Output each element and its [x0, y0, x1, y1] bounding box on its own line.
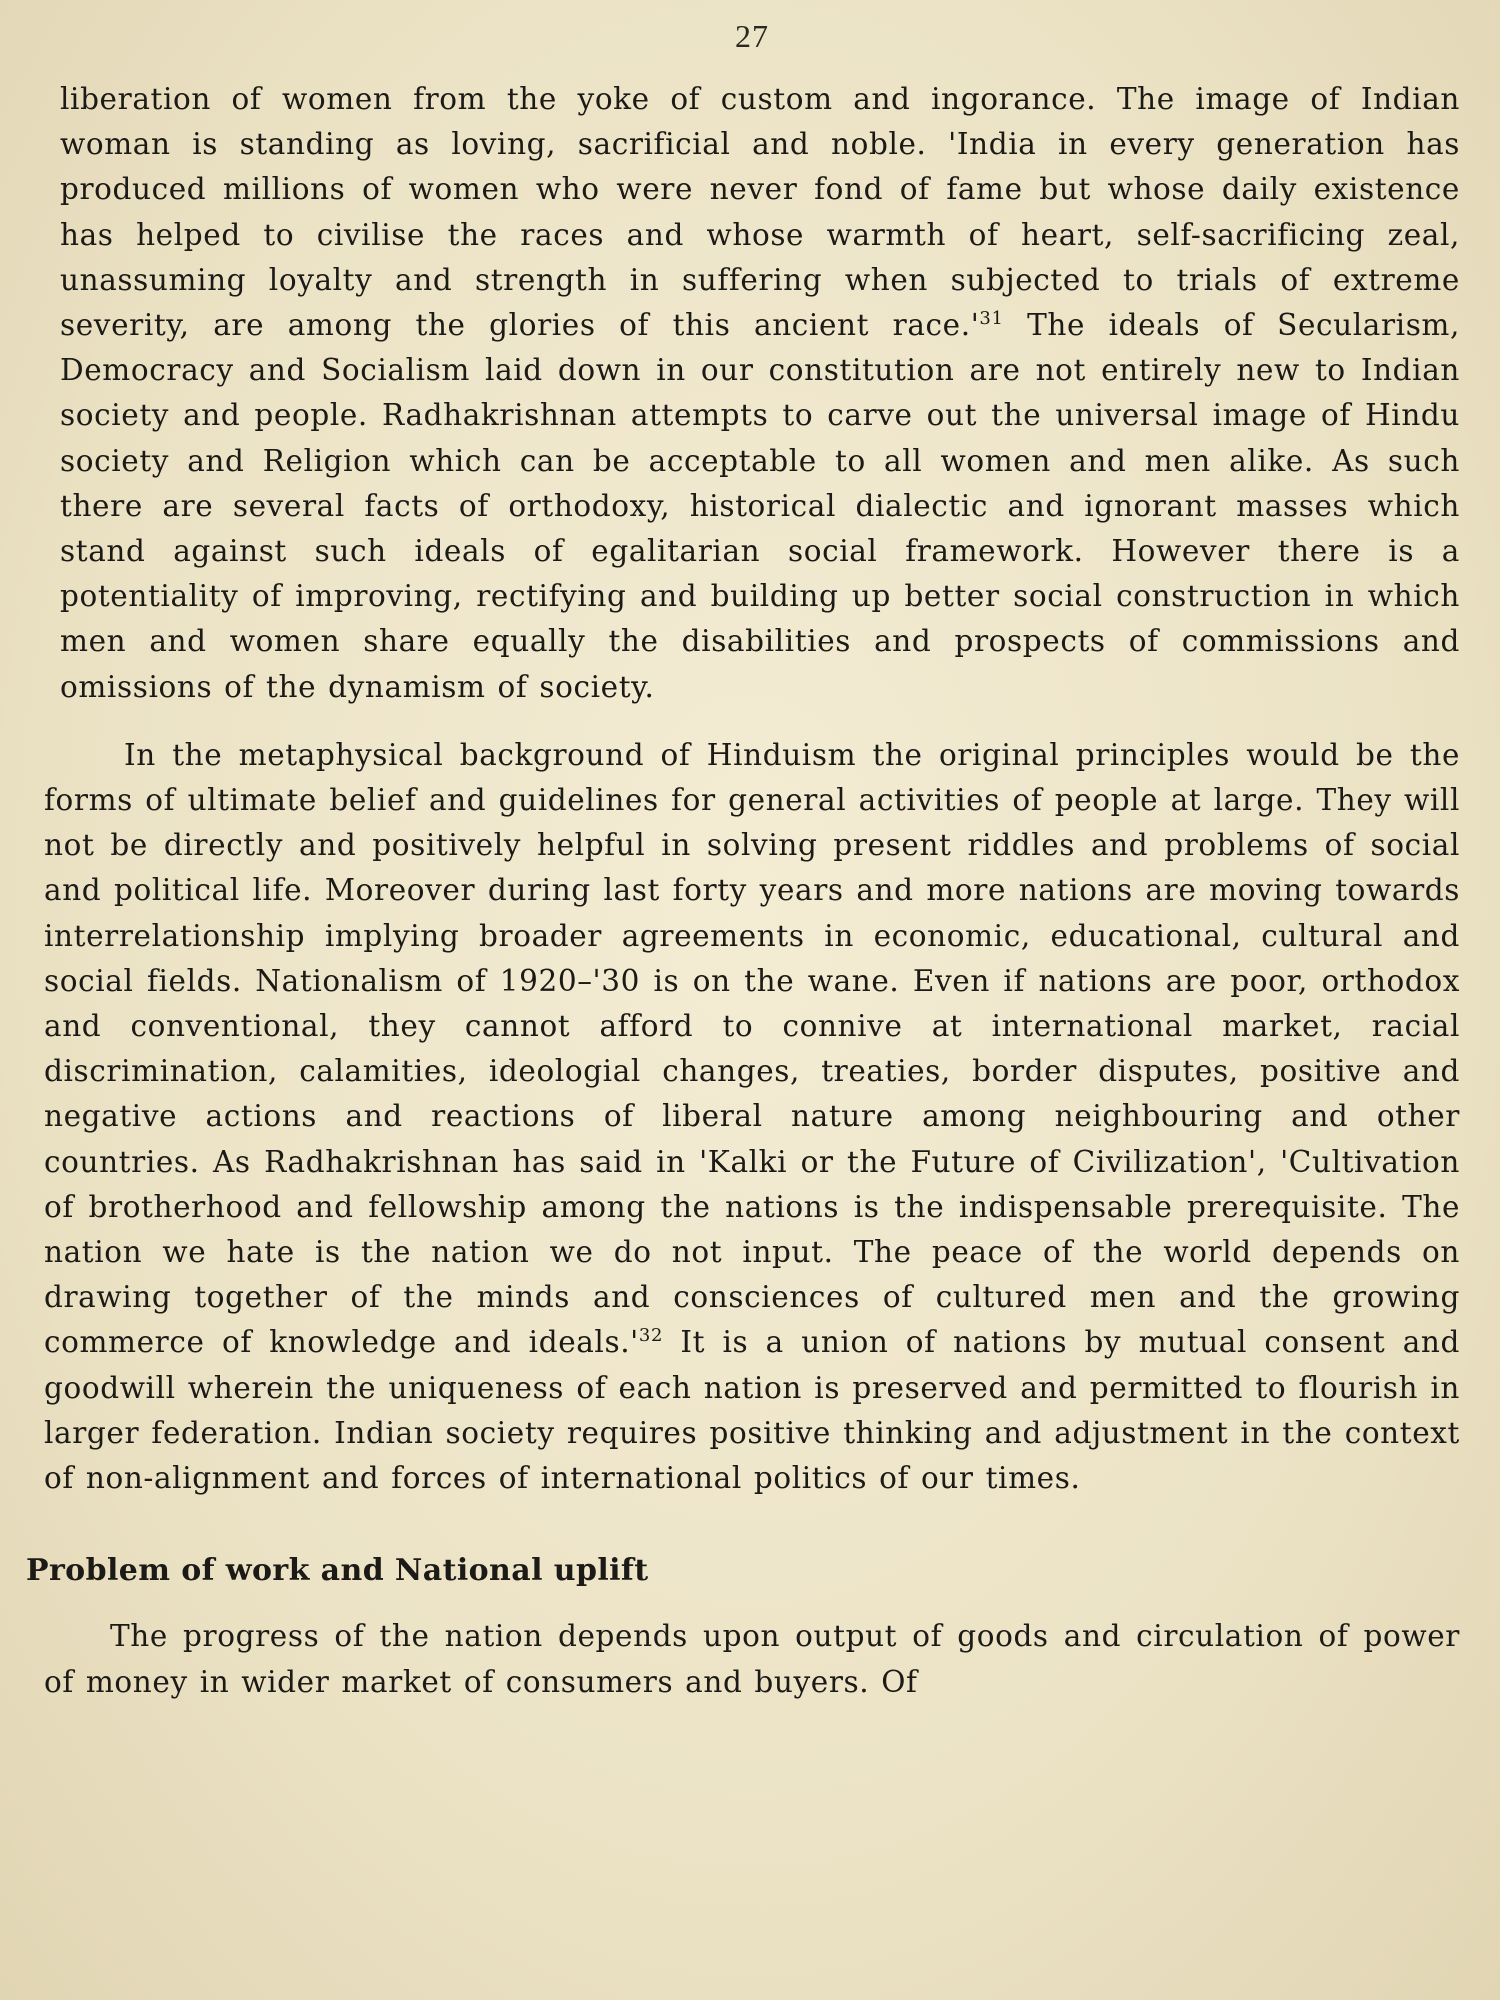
- paragraph-text: In the metaphysical background of Hinduism the original principles would be the forms of ultimate belief and guidelines for general activities of people at large. They will not be directly and positively helpful in solving present riddles and problems of social and political life. Moreover during last forty years and more nations are moving towards interrelationship implying broader agreements in economic, educational, cultural and social fields. Nationalism of 1920–'30 is on the wane. Even if nations are poor, orthodox and conventional, they cannot afford to connive at international market, racial discrimination, calamities, ideologial changes, treaties, border disputes, positive and negative actions and reactions of liberal nature among neighbouring and other countries. As Radhakrishnan has said in 'Kalki or the Future of Civilization', 'Cultivation of brotherhood and fellowship among the nations is the indispensable prerequisite. The nation we hate is the nation we do not input. The peace of the world depends on drawing together of the minds and consciences of cultured men and the growing commerce of knowledge and ideals.': [44, 737, 1460, 1360]
- paragraph-liberation: [44, 77, 1460, 710]
- paragraph-progress: The progress of the nation depends upon output of goods and circulation of power of money in wider market of consumers and buyers. Of: [44, 1619, 1460, 1699]
- section-heading: Problem of work and National uplift: [26, 1553, 649, 1589]
- paragraph-text: The ideals of Secularism, Democracy and Socialism laid down in our constitution are not entirely new to Indian society and people. Radhakrishnan attempts to carve out the universal image of Hindu society and Religion which can be acceptable to all women and men alike. As such there are several facts of orthodoxy, historical dialectic and ignorant masses which stand against such ideals of egalitarian social framework. However there is a potentiality of improving, rectifying and building up better social construction in which men and women share equally the disabilities and prospects of commissions and omissions of the dynamism of society.: [60, 308, 1460, 704]
- paragraph-text: liberation of women from the yoke of custom and ingorance. The image of Indian woman is standing as loving, sacrificial and noble. 'India in every generation has produced millions of women who were never fond of fame but whose daily existence has helped to civilise the races and whose warmth of heart, self-sacrificing zeal, unassuming loyalty and strength in suffering when subjected to trials of extreme severity, are among the glories of this ancient race.': [60, 82, 1460, 343]
- footnote-ref-31: 31: [979, 308, 1004, 330]
- footnote-ref-32: 32: [638, 1325, 664, 1347]
- page-number: 27: [735, 18, 769, 54]
- paragraph-text: It is a union of nations by mutual consent and goodwill wherein the uniqueness of each nation is preserved and permitted to flourish in larger federation. Indian society requires positive thinking and adjustment in the context of non-alignment and forces of international politics of our times.: [44, 1325, 1461, 1496]
- paragraph-metaphysical: [44, 733, 1460, 1501]
